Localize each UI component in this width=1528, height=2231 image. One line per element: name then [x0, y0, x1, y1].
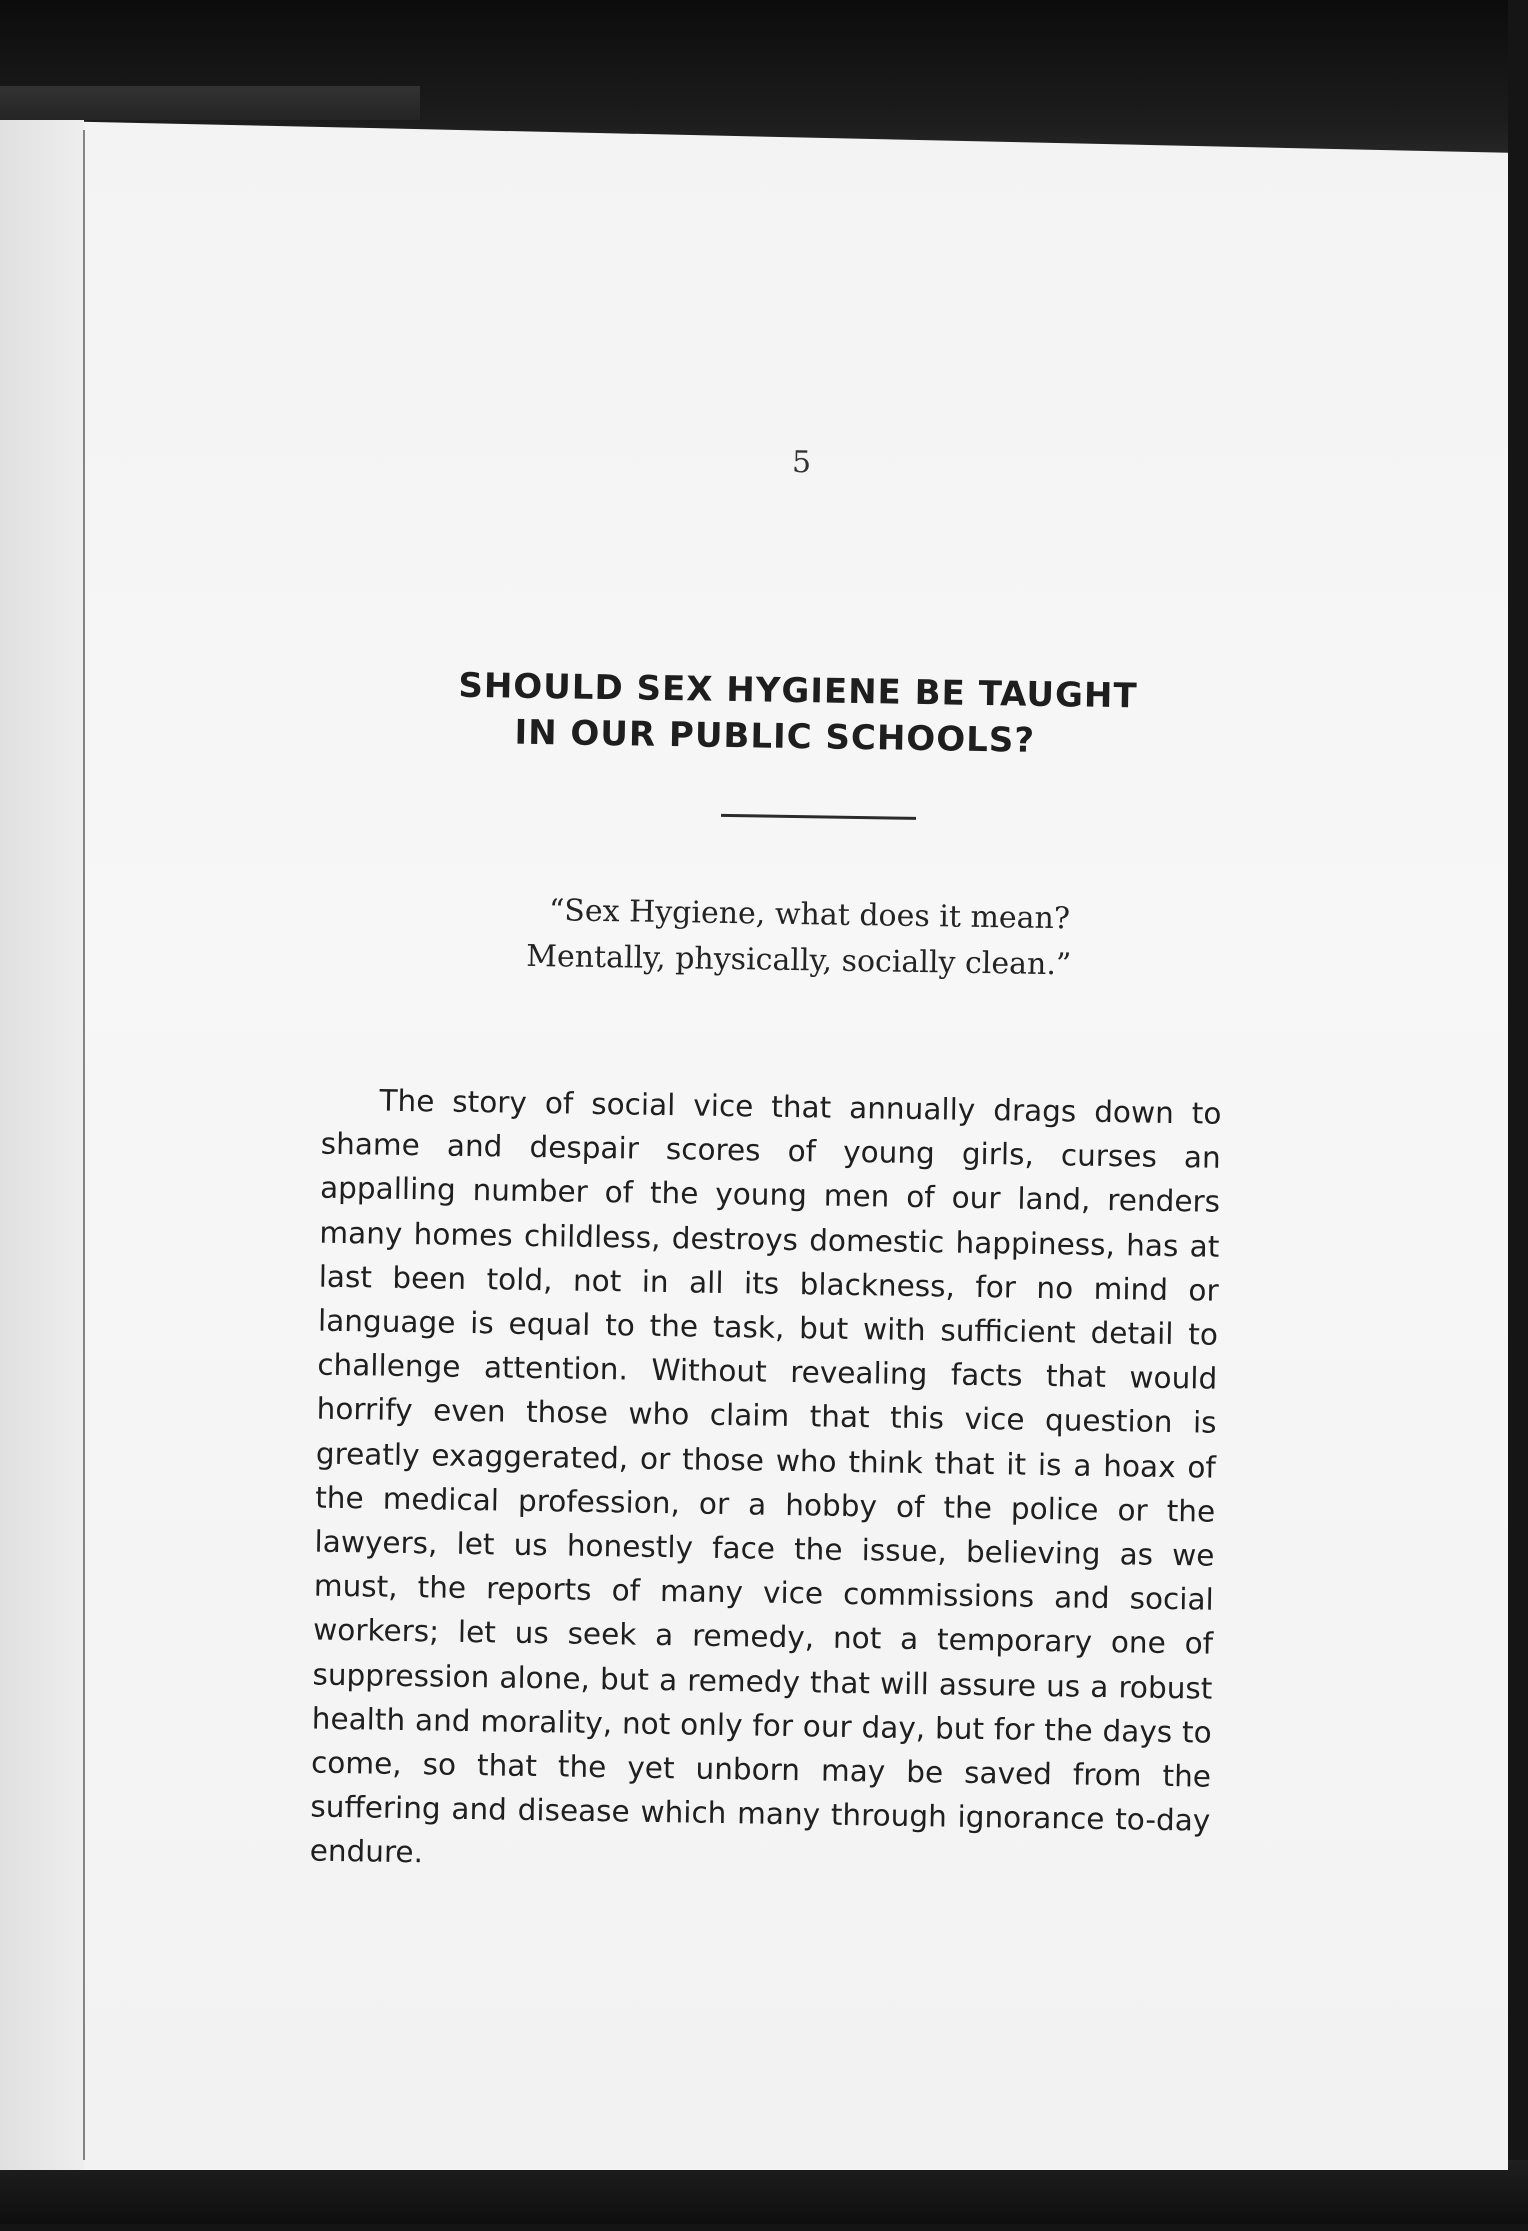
page-content: [304, 0, 1279, 2231]
book-gutter: [83, 130, 85, 2160]
epigraph-line-1: “Sex Hygiene, what does it mean?: [548, 893, 1071, 937]
title-divider: [721, 814, 916, 820]
page-title-line-2: IN OUR PUBLIC SCHOOLS?: [514, 712, 1036, 761]
page-title: [327, 661, 1268, 768]
body-paragraph: The story of social vice that annually drags down to shame and despair scores of young girls, curses an appalling number of the young men of our land, renders many homes childless, destroys domestic happiness, has at last been told, not in all its blackness, for no mind or language is equal to the task, but with sufficient detail to challenge attention. Without revealing facts that would horrify even those who claim that this vice question is greatly exaggerated, or those who think that it is a hoax of the medical profession, or a hobby of the police or the lawyers, let us honestly face the issue, believing as we must, the reports of many vice commissions and social workers; let us seek a remedy, not a temporary one of suppression alone, but a remedy that will assure us a robust health and morality, not only for our day, but for the days to come, so that the yet unborn may be saved from the suffering and disease which many through ignorance to-day endure.: [309, 1083, 1222, 1870]
epigraph: [323, 885, 1264, 992]
scan-backdrop-right: [1508, 0, 1528, 2224]
epigraph-line-2: Mentally, physically, socially clean.”: [526, 938, 1072, 983]
page-number: 5: [791, 444, 812, 481]
page-title-line-1: SHOULD SEX HYGIENE BE TAUGHT: [458, 665, 1138, 717]
facing-page-edge: [0, 120, 84, 2170]
